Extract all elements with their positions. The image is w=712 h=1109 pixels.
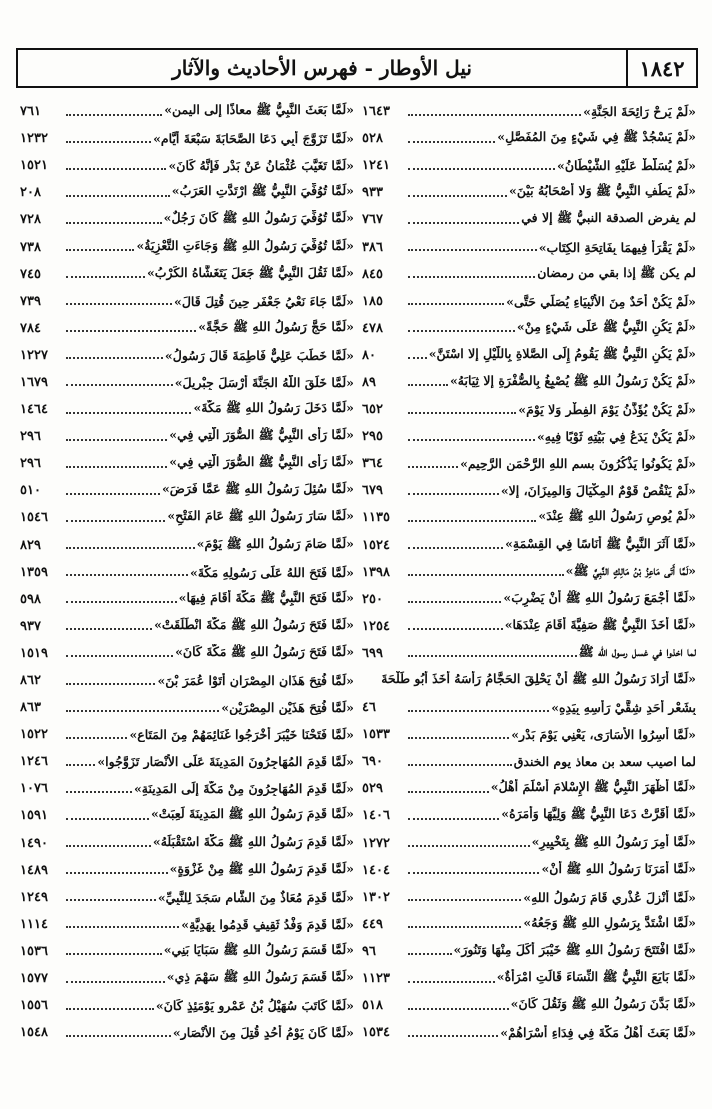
page-header — [16, 48, 698, 88]
entry-text: «لَمَّا فَتَحَ رَسُولُ اللهِ ﷺ مَكَّةَ انْطَلَقَتْ» — [154, 616, 354, 632]
entry-page-number: ٧٦٧ — [362, 212, 383, 228]
dot-leader — [408, 818, 499, 820]
dot-leader — [408, 1035, 498, 1037]
entry-text: «لَمَّا قَسَمَ رَسُولُ اللهِ ﷺ سَهْمَ ذِي» — [166, 969, 354, 985]
entry-text: «لَمَّا رَأَى النَّبِيُّ ﷺ الصُّوَرَ الَّتِي فِي» — [169, 454, 354, 470]
index-entry — [362, 369, 696, 396]
index-entry — [20, 802, 354, 829]
entry-page-number: ٨٦٢ — [20, 673, 41, 689]
dot-leader — [408, 222, 519, 224]
entry-page-number: ١٥١٩ — [20, 645, 48, 661]
entry-page-number: ١٤٩٠ — [20, 835, 48, 851]
index-entry — [362, 315, 696, 342]
entry-text: «لَمَّا بَعَثَ أَهْلُ مَكَّةَ فِي فِدَاءِ أَسْرَاهُمْ» — [500, 1025, 696, 1041]
entry-page-number: ٥١٨ — [362, 998, 383, 1014]
dot-leader — [66, 249, 134, 251]
entry-page-number: ١٥٤٨ — [20, 1025, 48, 1041]
entry-page-number: ١٤٠٦ — [362, 808, 390, 824]
entry-text: «لَمْ يَرِحْ رَائِحَةَ الجَنَّةِ» — [583, 104, 696, 120]
index-entry — [20, 586, 354, 613]
index-entry — [362, 559, 696, 586]
dot-leader — [66, 926, 179, 928]
entry-text: «لَمَّا خَلَقَ اللَّهُ الجَنَّةَ أَرْسَلَ جِبْرِيلَ» — [174, 374, 354, 390]
index-entry — [362, 911, 696, 938]
dot-leader — [66, 845, 151, 847]
entry-page-number: ١٥٢٤ — [362, 537, 390, 553]
index-entry — [362, 504, 696, 531]
left-column — [20, 98, 354, 1098]
entry-text: «لَمْ يَكُنِ النَّبِيُّ ﷺ يَقُومُ إِلَى الصَّلاةِ بِاللَّيْلِ إلا اسْتَنَّ» — [428, 345, 696, 361]
entry-page-number: ٨٤٥ — [362, 266, 383, 282]
dot-leader — [408, 330, 515, 332]
entry-text: «لَمَّا فَتَحَ النَّبِيُّ ﷺ مَكَّةَ أَقَامَ فِيهَا» — [178, 589, 354, 605]
index-entry — [362, 342, 696, 369]
entry-text: «لَمَّا أُسِرُوا الأُسَارَى، يَعْنِي يَوْمَ بَدْرٍ» — [511, 727, 696, 743]
index-entry — [20, 152, 354, 179]
entry-text: «لَمَّا آثَرَ النَّبِيُّ ﷺ أُنَاسًا فِي القِسْمَةِ» — [505, 535, 696, 551]
index-entry — [362, 884, 696, 911]
index-entry — [20, 1019, 354, 1046]
entry-page-number: ١٥٩١ — [20, 808, 48, 824]
entry-page-number: ١٥٣٣ — [362, 727, 390, 743]
entry-text: «لَمَّا تُوُفِّيَ النَّبِيُّ ﷺ ارْتَدَّتِ العَرَبُ» — [171, 183, 354, 199]
dot-leader — [408, 628, 503, 630]
index-entry — [20, 992, 354, 1019]
entry-page-number: ٥٢٩ — [362, 781, 383, 797]
dot-leader — [408, 520, 536, 522]
entry-text: «لَمَّا دَخَلَ رَسُولُ اللهِ ﷺ مَكَّةَ» — [193, 400, 354, 416]
page-title: نيل الأوطار - فهرس الأحاديث والآثار — [172, 56, 472, 80]
dot-leader — [408, 303, 504, 305]
entry-text: «لَمْ يَكُنِ النَّبِيُّ ﷺ عَلَى شَيْءٍ مِنْ» — [516, 318, 696, 334]
entry-page-number: ١٥٢١ — [20, 158, 48, 174]
entry-text: بِشَعْرِ أَحَدِ شِقَّيْ رَأْسِهِ بِيَدِهِ» — [551, 700, 696, 716]
dot-leader — [408, 439, 535, 441]
dot-leader — [408, 845, 530, 847]
dot-leader — [408, 357, 427, 359]
index-entry — [20, 613, 354, 640]
entry-text: «لَمَّا قَدِمَ المُهَاجِرُونَ مِنْ مَكَّةَ إِلَى المَدِينَةِ» — [133, 781, 354, 797]
index-entry — [20, 884, 354, 911]
entry-page-number: ١٥٣٦ — [20, 943, 48, 959]
entry-page-number: ٧٤٥ — [20, 266, 41, 282]
entry-text: «لَمْ يَكُنْ أَحَدٌ مِنَ الأَنْبِيَاءِ يُصَلِّي حَتَّى» — [506, 293, 696, 309]
index-entry — [20, 288, 354, 315]
right-column — [362, 98, 696, 1098]
dot-leader — [66, 439, 167, 441]
entry-page-number: ٨٢٩ — [20, 537, 41, 553]
entry-text: «لَمَّا تُوُفِّيَ رَسُولُ اللهِ ﷺ كَانَ رَجُلٌ» — [163, 210, 354, 226]
entry-page-number: ٧٣٨ — [20, 239, 41, 255]
entry-page-number: ٢٠٨ — [20, 185, 41, 201]
dot-leader — [408, 953, 452, 955]
entry-text: لم يفرض الصدقة النبيُّ ﷺ إلا في — [521, 210, 696, 226]
index-entry — [362, 288, 696, 315]
entry-page-number: ٨٠ — [362, 347, 376, 363]
entry-page-number: ٧٢٨ — [20, 212, 41, 228]
dot-leader — [66, 710, 219, 712]
entry-text: «لَمَّا خَطَبَ عَلِيٌّ فَاطِمَةَ قَالَ رَسُولُ» — [164, 347, 354, 363]
dot-leader — [66, 466, 167, 468]
entry-text: «لَمْ يَكُنْ يَدَعُ فِي بَيْتِهِ ثَوْبًا فِيهِ» — [536, 429, 696, 445]
dot-leader — [66, 357, 163, 359]
index-entry — [362, 938, 696, 965]
entry-page-number: ١٨٥ — [362, 293, 383, 309]
index-entry — [362, 775, 696, 802]
entry-text: «لَمَّا تَزَوَّجَ أَبِي دَعَا الصَّحَابَةَ سَبْعَةَ أَيَّامٍ» — [153, 131, 354, 147]
index-entry — [362, 179, 696, 206]
index-entry — [362, 261, 696, 288]
entry-text: «لَمَّا صَامَ رَسُولُ اللهِ ﷺ يَوْمَ» — [196, 535, 354, 551]
index-entry — [20, 423, 354, 450]
entry-text: «لَمَّا فَتَحَ رَسُولُ اللهِ ﷺ مَكَّةَ كَانَ» — [175, 643, 354, 659]
entry-page-number: ١٢٤٦ — [20, 754, 48, 770]
index-entry — [20, 261, 354, 288]
entry-page-number: ١٣٩٨ — [362, 564, 390, 580]
index-entry — [20, 315, 354, 342]
dot-leader — [408, 899, 521, 901]
index-entry — [20, 233, 354, 260]
dot-leader — [66, 195, 170, 197]
dot-leader — [66, 303, 172, 305]
entry-text: «لَمَّا سَارَ رَسُولُ اللهِ ﷺ عَامَ الفَتْحِ» — [167, 508, 354, 524]
entry-page-number: ١٦٧٩ — [20, 374, 48, 390]
entry-page-number: ٥١٠ — [20, 483, 41, 499]
index-entry — [20, 179, 354, 206]
entry-page-number: ٨٦٣ — [20, 700, 41, 716]
dot-leader — [408, 141, 495, 143]
dot-leader — [408, 195, 507, 197]
dot-leader — [66, 1035, 171, 1037]
dot-leader — [66, 1008, 154, 1010]
entry-page-number: ١٢٥٤ — [362, 618, 390, 634]
entry-page-number: ٧٦١ — [20, 104, 41, 120]
index-entry — [362, 450, 696, 477]
entry-text: «لَمَّا افْتَتَحَ رَسُولُ اللهِ ﷺ خَيْبَرَ أَكَلَ مِنْهَا وَتَنُورَ» — [453, 941, 696, 957]
entry-text: «لَمَّا قَسَمَ رَسُولُ اللهِ ﷺ سَبَايَا بَنِي» — [163, 941, 354, 957]
index-entry — [362, 152, 696, 179]
entry-text: لم يكن ﷺ إذا بقي من رمضان — [537, 264, 696, 280]
index-entry — [20, 857, 354, 884]
entry-text: «لَمَّا سُئِلَ رَسُولُ اللهِ ﷺ عَمَّا فَرَضَ» — [161, 481, 354, 497]
entry-page-number: ١٦٤٣ — [362, 104, 390, 120]
dot-leader — [66, 547, 195, 549]
entry-text: «لَمْ يُسَلَّطْ عَلَيْهِ الشَّيْطَانُ» — [557, 158, 696, 174]
entry-text: «لَمَّا فَتَحَ اللهُ عَلَى رَسُولِهِ مَكَّةَ» — [190, 564, 354, 580]
dot-leader — [408, 114, 581, 116]
entry-text: «لَمَّا أَرَادَ رَسُولُ اللهِ ﷺ أَنْ يَحْلِقَ الحَجَّامُ رَأْسَهُ أَخَذَ أَبُو طَلْحَةَ — [381, 671, 696, 687]
entry-text: «لَمَّا قَدِمَ رَسُولُ اللهِ ﷺ مِنْ غَزْوَةٍ» — [169, 860, 354, 876]
index-entry — [20, 640, 354, 667]
entry-page-number: ١٥٧٧ — [20, 971, 48, 987]
index-entry — [20, 450, 354, 477]
entry-page-number: ١١٣٥ — [362, 510, 390, 526]
entry-text: «لَمْ يَنْقُصْ قَوْمٌ المِكْيَالَ وَالمِيزَانَ، إلا» — [500, 483, 696, 499]
entry-text: «لَمْ يَكُنْ رَسُولُ اللهِ ﷺ يُصْبِغُ بِالصُّفْرَةِ إلا ثِيَابَهُ» — [449, 372, 696, 388]
dot-leader — [66, 737, 127, 739]
index-entry — [362, 667, 696, 694]
entry-text: «لَمَّا رَأَى النَّبِيُّ ﷺ الصُّوَرَ الَّتِي فِي» — [169, 427, 354, 443]
entry-page-number: ٢٥٠ — [362, 591, 383, 607]
entry-text: «لَمَّا تَغَيَّبَ عُثْمَانُ عَنْ بَدْرٍ فَإِنَّهُ كَانَ» — [168, 158, 354, 174]
entry-text: «لَمَّا فُتِحَ هَذَيْنِ المِصْرَيْنِ» — [221, 700, 354, 716]
dot-leader — [66, 601, 177, 603]
dot-leader — [408, 601, 501, 603]
index-entry — [20, 830, 354, 857]
dot-leader — [66, 628, 152, 630]
index-entry — [20, 748, 354, 775]
entry-page-number: ٣٨٦ — [362, 239, 383, 255]
entry-page-number: ٩٣٧ — [20, 618, 41, 634]
dot-leader — [408, 493, 499, 495]
entry-text: «لَمَّا أَتَى مَاعِزُ بْنُ مَالِكٍ النَّبِيَّ ﷺ» — [565, 562, 696, 578]
dot-leader — [66, 683, 155, 685]
index-entry — [362, 857, 696, 884]
entry-page-number: ٤٤٩ — [362, 916, 383, 932]
index-entry — [20, 369, 354, 396]
entry-text: «لَمْ يَكُونُوا يَذْكُرُونَ بسم اللهِ الرَّحْمَنِ الرَّحِيمِ» — [460, 456, 696, 472]
dot-leader — [66, 412, 191, 414]
entry-text: «لَمَّا فُتِحَ هَذَانِ المِصْرَانِ أَتَوْا عُمَرَ بْنَ» — [157, 673, 354, 689]
dot-leader — [408, 1008, 509, 1010]
dot-leader — [408, 168, 555, 170]
dot-leader — [408, 276, 535, 278]
dot-leader — [66, 276, 145, 278]
dot-leader — [66, 818, 149, 820]
entry-text: «لَمَّا قَدِمَ المُهَاجِرُونَ المَدِينَةَ عَلَى الأَنْصَارِ تَزَوَّجُوا» — [97, 754, 354, 770]
entry-text: «لَمَّا أُنْزِلَ عُذْرِي قَامَ رَسُولُ اللهِ» — [523, 889, 696, 905]
dot-leader — [408, 466, 458, 468]
dot-leader — [66, 981, 165, 983]
entry-page-number: ١٥٤٦ — [20, 510, 48, 526]
index-entry — [20, 125, 354, 152]
entry-text: «لَمْ يَطُفِ النَّبِيُّ ﷺ وَلا أَصْحَابُهُ بَيْنَ» — [509, 183, 696, 199]
entry-text: «لَمَّا قَدِمَ مُعَاذٌ مِنَ الشَّامِ سَجَدَ لِلنَّبِيِّ» — [157, 889, 354, 905]
dot-leader — [66, 899, 156, 901]
dot-leader — [66, 655, 173, 657]
entry-text: «لَمَّا بَدَّنَ رَسُولُ اللهِ ﷺ وَثَقُلَ كَانَ» — [510, 996, 696, 1012]
entry-page-number: ٨٩ — [362, 374, 376, 390]
index-entry — [20, 98, 354, 125]
dot-leader — [408, 737, 509, 739]
index-entry — [362, 694, 696, 721]
index-entry — [362, 125, 696, 152]
dot-leader — [66, 791, 132, 793]
index-entry — [20, 938, 354, 965]
entry-page-number: ١١١٤ — [20, 916, 48, 932]
entry-page-number: ١٣٠٢ — [362, 889, 390, 905]
index-entry — [362, 396, 696, 423]
dot-leader — [66, 114, 162, 116]
dot-leader — [408, 249, 537, 251]
entry-page-number: ٢٩٦ — [20, 456, 41, 472]
entry-text: «لَمْ يَقْرَأْ فِيهِمَا بِفَاتِحَةِ الكِتَابِ» — [538, 239, 696, 255]
dot-leader — [408, 547, 503, 549]
index-entry — [362, 532, 696, 559]
index-entry — [362, 640, 696, 667]
entry-page-number: ٦٧٩ — [362, 483, 383, 499]
index-entry — [20, 965, 354, 992]
entry-text: «لَمْ يَكُنْ يُؤَذَّنُ يَوْمَ الفِطْرِ وَلا يَوْمَ» — [518, 402, 696, 418]
entry-page-number: ٧٨٤ — [20, 320, 41, 336]
dot-leader — [408, 981, 495, 983]
index-entry — [362, 613, 696, 640]
entry-page-number: ٣٦٤ — [362, 456, 383, 472]
index-entry — [20, 667, 354, 694]
entry-page-number: ١١٢٣ — [362, 971, 390, 987]
entry-text: «لَمَّا كَاتَبَ سُهَيْلُ بْنُ عَمْرٍو يَوْمَئِذٍ كَانَ» — [155, 998, 354, 1014]
index-entry — [362, 206, 696, 233]
index-entry — [20, 206, 354, 233]
dot-leader — [66, 493, 160, 495]
index-entry — [362, 802, 696, 829]
entry-text: «لَمَّا قَدِمَ وَفْدُ ثَقِيفٍ قَدِمُوا بِهَدِيَّةٍ» — [181, 916, 354, 932]
entry-page-number: ١٥٢٢ — [20, 727, 48, 743]
dot-leader — [408, 764, 512, 766]
entry-text: «لَمْ يَسْجُدْ ﷺ فِي شَيْءٍ مِنَ المُفَصَّلِ» — [497, 129, 696, 145]
entry-page-number: ٥٢٨ — [362, 131, 383, 147]
index-entry — [362, 992, 696, 1019]
dot-leader — [66, 330, 196, 332]
dot-leader — [66, 764, 95, 766]
entry-text: «لَمَّا أَجْمَعَ رَسُولُ اللهِ ﷺ أَنْ يَضْرِبَ» — [503, 589, 696, 605]
entry-page-number: ١٢٧٢ — [362, 835, 390, 851]
entry-page-number: ١٥٥٦ — [20, 998, 48, 1014]
entry-text: «لَمَّا جَاءَ نَعْيُ جَعْفَرٍ حِينَ قُتِلَ قَالَ» — [174, 293, 354, 309]
entry-page-number: ٥٩٨ — [20, 591, 41, 607]
entry-page-number: ٩٦ — [362, 943, 376, 959]
entry-text: «لَمَّا أَمَرَنَا رَسُولُ اللهِ ﷺ أَنْ» — [541, 860, 696, 876]
index-entry — [362, 830, 696, 857]
index-entry — [362, 586, 696, 613]
entry-page-number: ١٣٥٩ — [20, 564, 48, 580]
index-entry — [20, 532, 354, 559]
entry-text: «لَمْ يُوصِ رَسُولُ اللهِ ﷺ عِنْدَ» — [538, 508, 696, 524]
entry-page-number: ٧٣٩ — [20, 293, 41, 309]
entry-text: «لَمَّا تُوُفِّيَ رَسُولُ اللهِ ﷺ وَجَاءَتِ التَّعْزِيَةُ» — [136, 237, 354, 253]
index-entry — [20, 396, 354, 423]
entry-page-number: ١٢٤١ — [362, 158, 390, 174]
index-entry — [362, 965, 696, 992]
index-entry — [362, 1019, 696, 1046]
index-entry — [362, 98, 696, 125]
entry-page-number: ٢٩٥ — [362, 429, 383, 445]
dot-leader — [66, 872, 168, 874]
entry-text: «لَمَّا كَانَ يَوْمُ أُحُدٍ قُتِلَ مِنَ الأَنْصَارِ» — [172, 1025, 354, 1041]
dot-leader — [66, 384, 173, 386]
index-entry — [20, 911, 354, 938]
dot-leader — [408, 872, 539, 874]
page-number: ١٨٤٢ — [639, 55, 685, 81]
entry-text: «لَمَّا أَقَرَّتْ دَعَا النَّبِيُّ ﷺ وَلِيَّهَا وَأَمَرَهُ» — [501, 806, 696, 822]
entry-text: «لَمَّا بَعَثَ النَّبِيُّ ﷺ معاذًا إلى اليمن» — [164, 102, 354, 118]
entry-page-number: ٤٦ — [362, 700, 376, 716]
entry-page-number: ١٠٧٦ — [20, 781, 48, 797]
index-entry — [20, 775, 354, 802]
entry-page-number: ٦٩٠ — [362, 754, 383, 770]
entry-text: «لَمَّا قَدِمَ رَسُولُ اللهِ ﷺ المَدِينَةَ لَعِبَتْ» — [150, 806, 354, 822]
index-entry — [362, 233, 696, 260]
entry-text: «لَمَّا قَدِمَ رَسُولُ اللهِ ﷺ مَكَّةَ اسْتَقْبَلَهُ» — [152, 833, 354, 849]
dot-leader — [408, 710, 549, 712]
dot-leader — [408, 655, 577, 657]
entry-text: «لَمَّا أَظْهَرَ النَّبِيُّ ﷺ الإِسْلامَ أَسْلَمَ أَهْلُ» — [490, 779, 696, 795]
entry-page-number: ٢٩٦ — [20, 429, 41, 445]
entry-page-number: ٦٩٩ — [362, 645, 383, 661]
entry-text: «لَمَّا اشْتَدَّ بِرَسُولِ اللهِ ﷺ وَجَعُهُ» — [523, 914, 696, 930]
index-entry — [20, 342, 354, 369]
entry-page-number: ٦٥٢ — [362, 402, 383, 418]
index-entry — [20, 721, 354, 748]
entry-text: «لَمَّا أُمِرَ رَسُولُ اللهِ ﷺ بِتَخْيِيرِ» — [531, 833, 696, 849]
entry-text: لما اصيب سعد بن معاذ يوم الخندق — [513, 754, 696, 770]
index-entry — [362, 477, 696, 504]
index-entry — [20, 694, 354, 721]
entry-page-number: ١٤٠٤ — [362, 862, 390, 878]
dot-leader — [66, 168, 166, 170]
entry-text: لما اخذوا في غسل رسول الله ﷺ — [578, 643, 696, 659]
index-entry — [362, 423, 696, 450]
entry-page-number: ١٢٢٧ — [20, 347, 48, 363]
dot-leader — [66, 222, 162, 224]
entry-page-number: ١٤٨٩ — [20, 862, 48, 878]
index-entry — [20, 477, 354, 504]
index-entry — [362, 748, 696, 775]
entry-text: «لَمَّا ثَقُلَ النَّبِيُّ ﷺ جَعَلَ يَتَغَشَّاهُ الكَرْبُ» — [146, 264, 354, 280]
dot-leader — [66, 953, 162, 955]
entry-text: «لَمَّا بَايَعَ النَّبِيُّ ﷺ النِّسَاءَ قَالَتِ امْرَأَةٌ» — [496, 969, 696, 985]
entry-page-number: ١٤٦٤ — [20, 402, 48, 418]
index-entry — [20, 504, 354, 531]
dot-leader — [66, 520, 165, 522]
dot-leader — [66, 141, 151, 143]
entry-text: «لَمَّا حَجَّ رَسُولُ اللهِ ﷺ حَجَّةً» — [198, 318, 354, 334]
index-entry — [362, 721, 696, 748]
dot-leader — [408, 574, 564, 576]
entry-page-number: ٩٣٣ — [362, 185, 383, 201]
entry-page-number: ١٢٤٩ — [20, 889, 48, 905]
dot-leader — [408, 791, 489, 793]
dot-leader — [66, 574, 188, 576]
entry-text: «لَمَّا أَخَذَ النَّبِيُّ ﷺ صَفِيَّةَ أَقَامَ عِنْدَهَا» — [504, 616, 696, 632]
dot-leader — [408, 384, 448, 386]
dot-leader — [408, 926, 521, 928]
entry-page-number: ٤٧٨ — [362, 320, 383, 336]
index-columns — [20, 98, 696, 1098]
entry-page-number: ١٥٣٤ — [362, 1025, 390, 1041]
entry-page-number: ١٢٣٢ — [20, 131, 48, 147]
index-entry — [20, 559, 354, 586]
dot-leader — [408, 412, 516, 414]
entry-text: «لَمَّا فَتَحْنَا خَيْبَرَ أَخْرَجُوا غَنَائِمَهُمْ مِنَ المَتَاعِ» — [129, 727, 354, 743]
